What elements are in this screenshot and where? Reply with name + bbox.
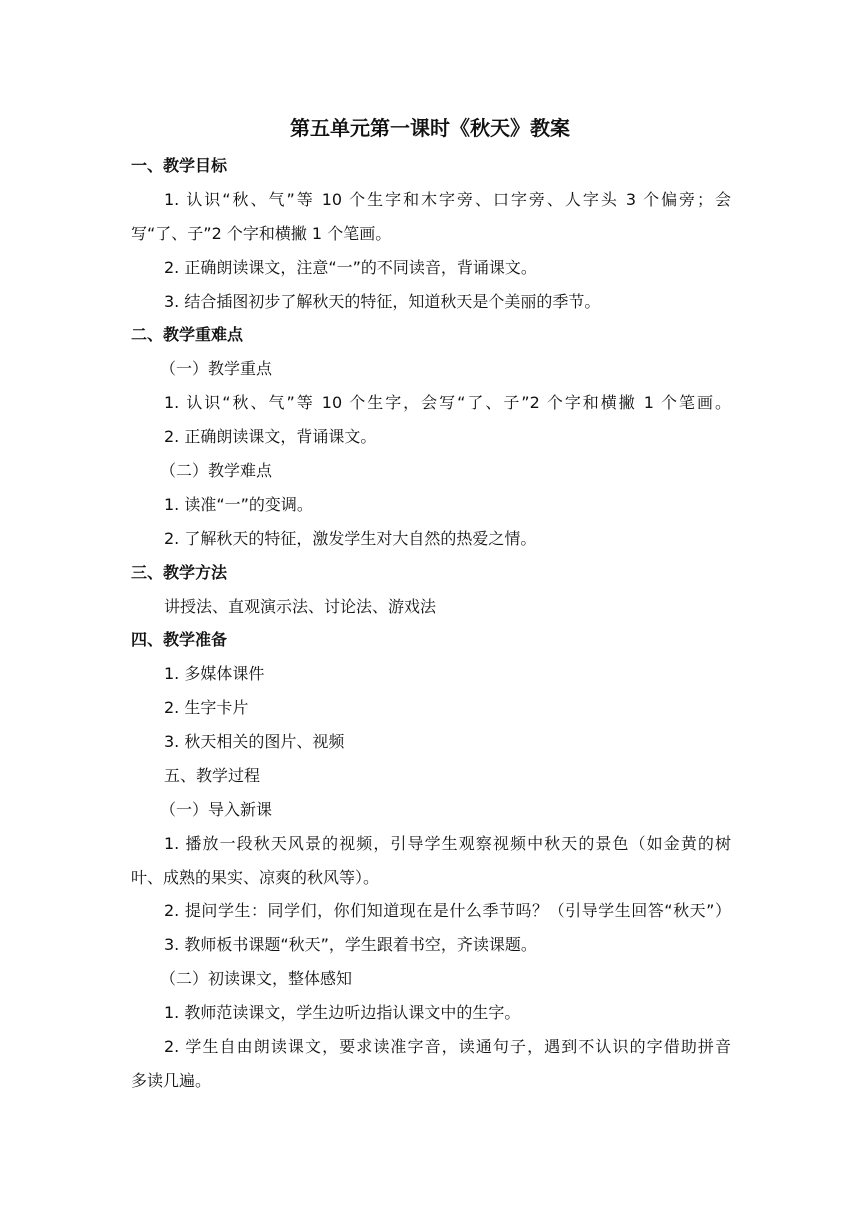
preparation-3: 3. 秋天相关的图片、视频 <box>164 732 345 751</box>
objective-1-line-1: 1. 认识“秋、气”等 10 个生字和木字旁、口字旁、人字头 3 个偏旁；会 <box>164 190 731 209</box>
process-2: 2. 提问学生：同学们，你们知道现在是什么季节吗？（引导学生回答“秋天”） <box>164 901 731 920</box>
process-1-line-2: 叶、成熟的果实、凉爽的秋风等）。 <box>131 868 380 887</box>
objective-3: 3. 结合插图初步了解秋天的特征，知道秋天是个美丽的季节。 <box>164 292 601 311</box>
reading-1: 1. 教师范读课文，学生边听边指认课文中的生字。 <box>164 1003 521 1022</box>
key-point-1: 1. 认识“秋、气”等 10 个生字，会写“了、子”2 个字和横撇 1 个笔画。 <box>164 393 731 412</box>
process-3: 3. 教师板书课题“秋天”，学生跟着书空，齐读课题。 <box>164 935 537 954</box>
section-heading-process: 五、教学过程 <box>164 766 261 785</box>
preparation-2: 2. 生字卡片 <box>164 698 249 717</box>
subheading-first-reading: （二）初读课文，整体感知 <box>160 969 353 988</box>
objective-1-line-2: 写“了、子”2 个字和横撇 1 个笔画。 <box>131 224 392 243</box>
reading-2-line-1: 2. 学生自由朗读课文，要求读准字音，读通句子，遇到不认识的字借助拼音 <box>164 1037 731 1056</box>
subheading-key-points: （一）教学重点 <box>160 359 273 378</box>
subheading-introduction: （一）导入新课 <box>160 800 273 819</box>
process-1-line-1: 1. 播放一段秋天风景的视频，引导学生观察视频中秋天的景色（如金黄的树 <box>164 834 731 853</box>
objective-2: 2. 正确朗读课文，注意“一”的不同读音，背诵课文。 <box>164 258 537 277</box>
difficult-point-1: 1. 读准“一”的变调。 <box>164 495 313 514</box>
methods-text: 讲授法、直观演示法、讨论法、游戏法 <box>164 597 437 616</box>
document-title: 第五单元第一课时《秋天》教案 <box>290 116 570 140</box>
section-heading-preparation: 四、教学准备 <box>131 630 228 649</box>
reading-2-line-2: 多读几遍。 <box>131 1071 212 1090</box>
key-point-2: 2. 正确朗读课文，背诵课文。 <box>164 427 377 446</box>
section-heading-methods: 三、教学方法 <box>131 563 228 582</box>
subheading-difficult-points: （二）教学难点 <box>160 461 273 480</box>
difficult-point-2: 2. 了解秋天的特征，激发学生对大自然的热爱之情。 <box>164 529 537 548</box>
preparation-1: 1. 多媒体课件 <box>164 664 265 683</box>
section-heading-key-points: 二、教学重难点 <box>131 325 244 344</box>
section-heading-objectives: 一、教学目标 <box>131 156 228 175</box>
